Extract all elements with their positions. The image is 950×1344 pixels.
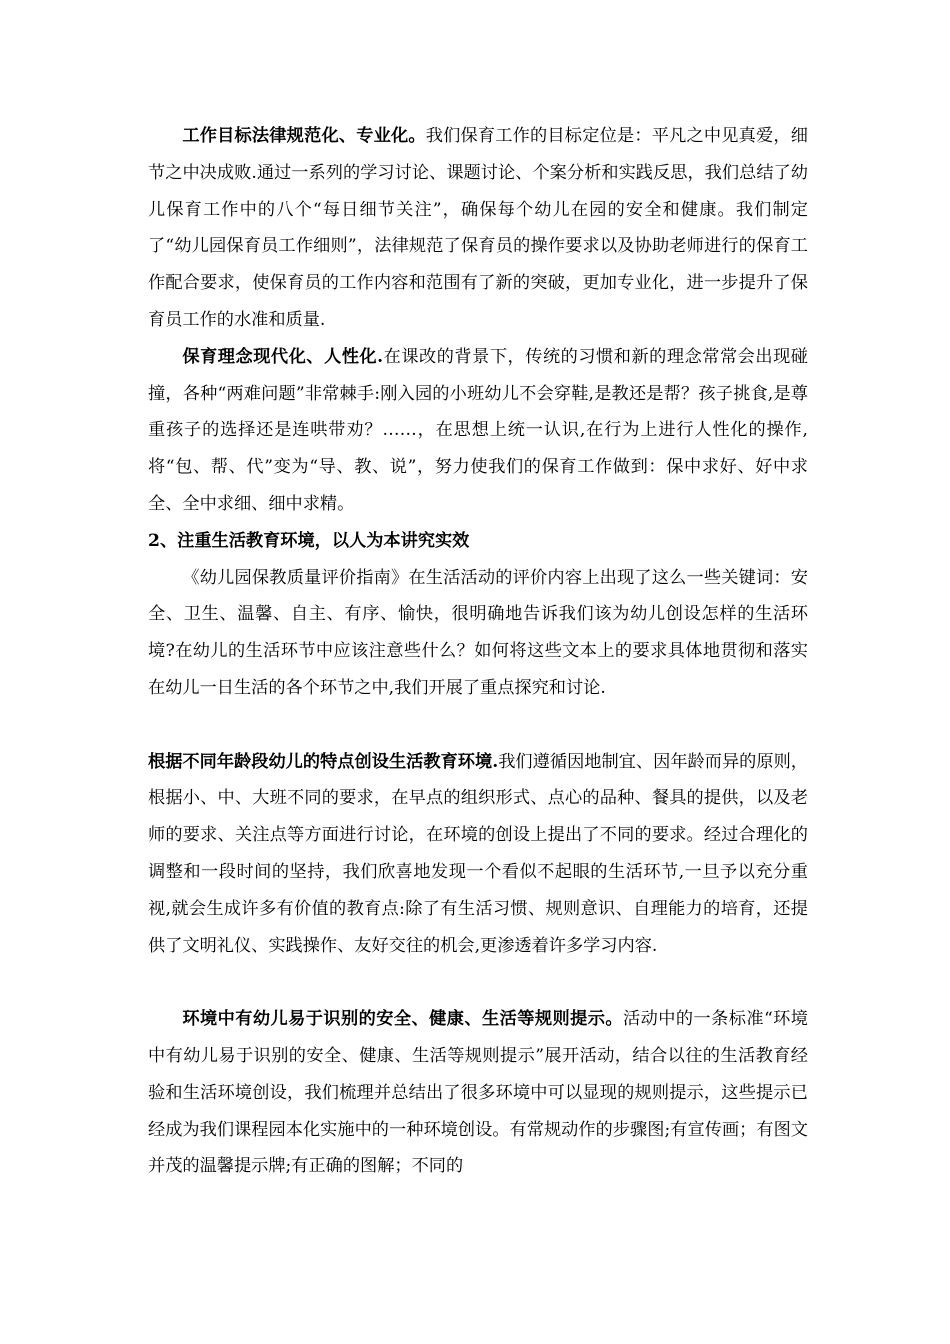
paragraph-work-goals	[148, 118, 808, 339]
paragraph-text: 我们保育工作的目标定位是：平凡之中见真爱，细节之中决成败.通过一系列的学习讨论、课题讨论、个案分析和实践反思，我们总结了幼儿保育工作中的八个“每日细节关注”，确保每个幼儿在园的安全和健康。我们制定了“幼儿园保育员工作细则”，法律规范了保育员的操作要求以及协助老师进行的保育工作配合要求，使保育员的工作内容和范围有了新的突破，更加专业化，进一步提升了保育员工作的水准和质量.	[148, 126, 808, 330]
paragraph-text: 《幼儿园保教质量评价指南》在生活活动的评价内容上出现了这么一些关键词：安全、卫生、温馨、自主、有序、愉快，很明确地告诉我们该为幼儿创设怎样的生活环境?在幼儿的生活环节中应该注意些什么？如何将这些文本上的要求具体地贯彻和落实在幼儿一日生活的各个环节之中,我们开展了重点探究和讨论.	[148, 567, 808, 698]
paragraph-text: 活动中的一条标准“环境中有幼儿易于识别的安全、健康、生活等规则提示”展开活动，结合以往的生活教育经验和生活环境创设，我们梳理并总结出了很多环境中可以显现的规则提示，这些提示已经成为我们课程园本化实施中的一种环境创设。有常规动作的步骤图;有宣传画；有图文并茂的温馨提示牌;有正确的图解；不同的	[148, 1009, 808, 1177]
document-body	[148, 118, 808, 1221]
paragraph-text: 在课改的背景下，传统的习惯和新的理念常常会出现碰撞，各种“两难问题”非常棘手:刚入园的小班幼儿不会穿鞋,是教还是帮？孩子挑食,是尊重孩子的选择还是连哄带劝？……，在思想上统一认识,在行为上进行人性化的操作,将“包、帮、代”变为“导、教、说”，努力使我们的保育工作做到：保中求好、好中求全、全中求细、细中求精。	[148, 346, 808, 514]
section-heading: 2、注重生活教育环境，以人为本讲究实效	[148, 530, 470, 551]
paragraph-rule-prompts	[148, 1001, 808, 1221]
paragraph-evaluation-guide	[148, 560, 808, 744]
paragraph-lead: 保育理念现代化、人性化.	[182, 346, 384, 367]
paragraph-care-philosophy	[148, 339, 808, 523]
paragraph-text: 我们遵循因地制宜、因年龄而异的原则，根据小、中、大班不同的要求，在早点的组织形式、点心的品种、餐具的提供，以及老师的要求、关注点等方面进行讨论，在环境的创设上提出了不同的要求。经过合理化的调整和一段时间的坚持，我们欣喜地发现一个看似不起眼的生活环节,一旦予以充分重视,就会生成许多有价值的教育点:除了有生活习惯、规则意识、自理能力的培育，还提供了文明礼仪、实践操作、友好交往的机会,更渗透着许多学习内容.	[148, 751, 808, 956]
paragraph-lead: 根据不同年龄段幼儿的特点创设生活教育环境.	[148, 751, 499, 772]
paragraph-age-environment	[148, 744, 808, 1002]
paragraph-lead: 环境中有幼儿易于识别的安全、健康、生活等规则提示。	[182, 1009, 623, 1030]
paragraph-lead: 工作目标法律规范化、专业化。	[182, 126, 426, 146]
